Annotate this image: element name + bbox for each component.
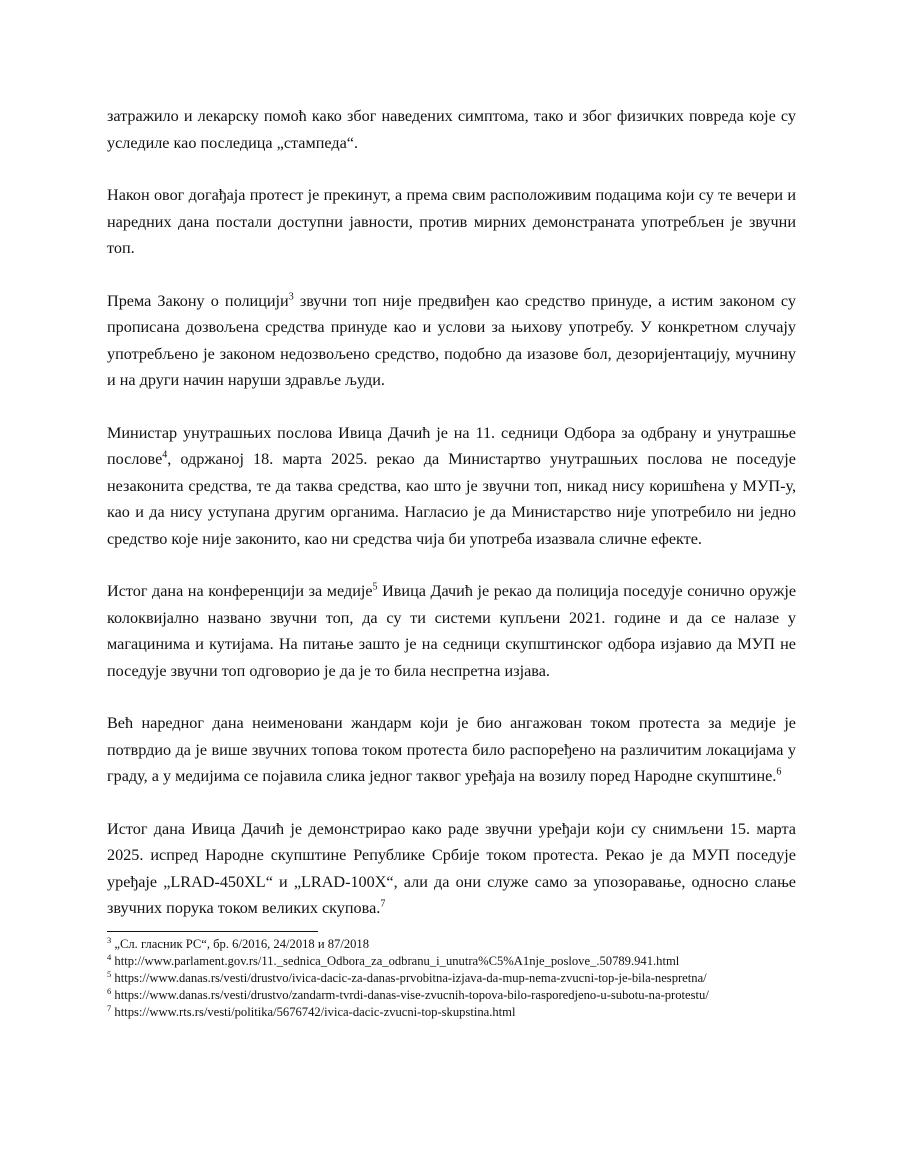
paragraph-1 — [107, 103, 796, 156]
paragraph-text: , одржаној 18. марта 2025. рекао да Министартво унутрашњих послова не поседује незаконита средства, те да таква средства, као што је звучни топ, никад нису коришћена у МУП-у, као и да нису уступана другим органима. Нагласио је да Министарство није употребило ни једно средство које није законито, као ни средства чија би употреба изазвала сличне ефекте. — [107, 450, 796, 548]
document-body — [107, 103, 796, 948]
paragraph-text: Министар унутрашњих послова Ивица Дачић је на 11. седници Одбора за одбрану и унутрашње послове — [107, 423, 796, 468]
footnote-link[interactable]: http://www.parlament.gov.rs/11._sednica_Odbora_za_odbranu_i_unutra%C5%A1nje_poslove_.50789.941.html — [111, 954, 680, 968]
paragraph-text: затражило и лекарску помоћ како због наведених симптома, тако и због физичких повреда које су уследиле као последица „стампеда“. — [107, 107, 796, 152]
footnote-ref-3[interactable]: 3 — [288, 291, 294, 303]
footnote-number: 6 — [107, 985, 112, 996]
footnote-ref-5[interactable]: 5 — [372, 581, 378, 593]
footnote-ref-6[interactable]: 6 — [776, 766, 782, 778]
footnote-5[interactable] — [107, 970, 796, 987]
paragraph-text: Истог дана Ивица Дачић је демонстрирао како раде звучни уређаји који су снимљени 15. марта 2025. испред Народне скупштине Републике Србије током протеста. Рекао је да МУП поседује уређаје „LRAD-450XL“ и „LRAD-100X“, али да они служе само за упозоравање, односно слање звучних порука током великих скупова. — [107, 819, 796, 917]
paragraph-4 — [107, 420, 796, 553]
paragraph-6 — [107, 710, 796, 790]
footnote-3 — [107, 936, 796, 953]
footnote-number: 5 — [107, 968, 112, 979]
paragraph-2 — [107, 182, 796, 262]
paragraph-text: Истог дана на конференцији за медије — [107, 582, 373, 600]
paragraph-3 — [107, 288, 796, 394]
paragraph-text: Према Закону о полицији — [107, 291, 289, 310]
paragraph-text: Након овог догађаја протест је прекинут, а према свим расположивим подацима који су те вечери и наредних дана постали доступни јавности, против мирних демонстраната употребљен је звучни топ. — [107, 186, 796, 257]
footnote-text: „Сл. гласник РС“, бр. 6/2016, 24/2018 и 87/2018 — [111, 937, 370, 951]
footnote-number: 4 — [107, 951, 112, 962]
footnote-ref-4[interactable]: 4 — [162, 449, 168, 461]
footnote-7[interactable] — [107, 1004, 796, 1021]
footnote-6[interactable] — [107, 987, 796, 1004]
footnote-number: 7 — [107, 1002, 112, 1013]
footnote-link[interactable]: https://www.danas.rs/vesti/drustvo/ivica-dacic-za-danas-prvobitna-izjava-da-mup-nema-zvucni-top-je-bila-nespretna/ — [111, 971, 707, 985]
paragraph-5 — [107, 578, 796, 684]
paragraph-text: Ивица Дачић је рекао да полиција поседује сонично оружје колоквијално названо звучни топ, да су ти системи купљени 2021. године и да се налазе у магацинима и кутијама. На питање зашто је на седници скупштинског одбора изјавио да МУП не поседује звучни топ одговорио је да је то била неспретна изјава. — [107, 582, 797, 680]
footnote-link[interactable]: https://www.rts.rs/vesti/politika/5676742/ivica-dacic-zvucni-top-skupstina.html — [111, 1005, 516, 1019]
footnote-ref-7[interactable]: 7 — [380, 898, 386, 910]
footnote-4[interactable] — [107, 953, 796, 970]
paragraph-text: звучни топ није предвиђен као средство принуде, а истим законом су прописана дозвољена средства принуде као и услови за њихову употребу. У конкретном случају употребљено је законом недозвољено средство, подобно да изазове бол, дезоријентацију, мучнину и на други начин наруши здравље људи. — [107, 291, 796, 389]
paragraph-7 — [107, 816, 796, 922]
footnote-number: 3 — [107, 934, 112, 945]
footnotes — [107, 936, 796, 1021]
paragraph-text: Већ наредног дана неименовани жандарм који је био ангажован током протеста за медије је потврдио да је више звучних топова током протеста било распоређено на различитим локацијама у граду, а у медијима се појавила слика једног таквог уређаја на возилу поред Народне скупштине. — [107, 714, 796, 785]
footnote-separator — [107, 931, 318, 932]
footnote-link[interactable]: https://www.danas.rs/vesti/drustvo/zandarm-tvrdi-danas-vise-zvucnih-topova-bilo-rasporedjeno-u-subotu-na-protestu/ — [111, 988, 709, 1002]
